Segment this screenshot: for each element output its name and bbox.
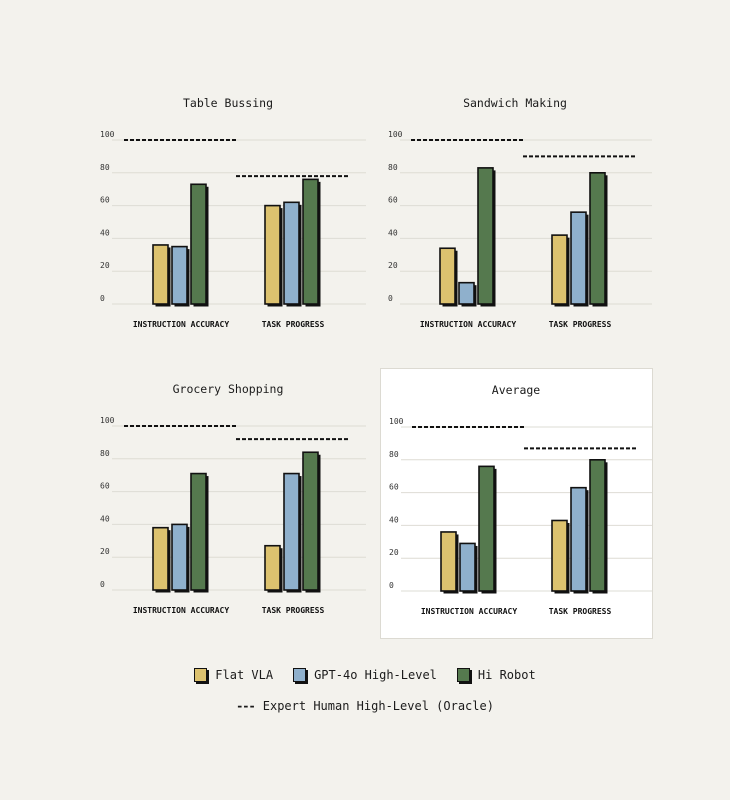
bar-gpt-4o-high-level-task-progress	[284, 474, 299, 590]
chart-panel-average	[380, 368, 653, 639]
bar-gpt-4o-high-level-task-progress	[571, 488, 586, 591]
gpt4o-swatch-icon	[293, 668, 306, 682]
y-tick-label: 80	[100, 448, 110, 458]
y-tick-label: 60	[388, 195, 398, 205]
y-tick-label: 100	[100, 416, 115, 425]
legend-label: Hi Robot	[477, 668, 536, 682]
bar-gpt-4o-high-level-task-progress	[284, 202, 299, 304]
bar-flat-vla-instruction-accuracy	[441, 532, 456, 591]
y-tick-label: 20	[388, 261, 398, 271]
bar-flat-vla-instruction-accuracy	[440, 248, 455, 304]
y-tick-label: 60	[100, 481, 110, 491]
y-tick-label: 0	[100, 580, 105, 589]
chart-panel-table-bussing	[88, 82, 366, 342]
bar-gpt-4o-high-level-task-progress	[571, 212, 586, 304]
x-category-label: INSTRUCTION ACCURACY	[419, 320, 517, 329]
chart-panel-grocery-shopping	[88, 368, 366, 630]
bar-flat-vla-task-progress	[552, 520, 567, 591]
hi-robot-swatch-icon	[457, 668, 470, 682]
y-tick-label: 0	[388, 294, 393, 303]
legend-item-hi-robot	[457, 668, 536, 682]
x-category-label: TASK PROGRESS	[548, 607, 612, 616]
bar-hi-robot-instruction-accuracy	[479, 466, 494, 591]
bar-hi-robot-task-progress	[303, 179, 318, 304]
y-tick-label: 20	[389, 548, 399, 558]
y-tick-label: 60	[389, 482, 399, 492]
legend-oracle-label: Expert Human High-Level (Oracle)	[262, 699, 494, 713]
y-tick-label: 100	[389, 417, 404, 426]
y-tick-label: 0	[100, 294, 105, 303]
bar-gpt-4o-high-level-instruction-accuracy	[460, 543, 475, 591]
legend	[0, 668, 730, 682]
y-tick-label: 80	[388, 162, 398, 172]
x-category-label: TASK PROGRESS	[261, 320, 325, 329]
legend-item-flat-vla	[194, 668, 273, 682]
y-tick-label: 40	[100, 228, 110, 238]
x-category-label: INSTRUCTION ACCURACY	[420, 607, 518, 616]
chart-svg	[376, 82, 652, 342]
bar-hi-robot-instruction-accuracy	[478, 168, 493, 304]
chart-title: Table Bussing	[182, 96, 274, 110]
bar-gpt-4o-high-level-instruction-accuracy	[459, 283, 474, 304]
bar-flat-vla-instruction-accuracy	[153, 528, 168, 590]
chart-title: Grocery Shopping	[172, 382, 284, 396]
chart-title: Average	[491, 383, 541, 397]
y-tick-label: 0	[389, 581, 394, 590]
bar-hi-robot-task-progress	[303, 452, 318, 590]
bar-flat-vla-instruction-accuracy	[153, 245, 168, 304]
chart-panel-sandwich-making	[376, 82, 652, 342]
bar-hi-robot-instruction-accuracy	[191, 474, 206, 590]
bar-gpt-4o-high-level-instruction-accuracy	[172, 247, 187, 304]
dashed-line-icon: ---	[236, 699, 255, 713]
bar-hi-robot-task-progress	[590, 173, 605, 304]
bar-hi-robot-instruction-accuracy	[191, 184, 206, 304]
y-tick-label: 100	[100, 130, 115, 139]
legend-label: GPT-4o High-Level	[314, 668, 437, 682]
x-category-label: TASK PROGRESS	[548, 320, 612, 329]
y-tick-label: 80	[389, 449, 399, 459]
chart-svg	[88, 368, 366, 630]
y-tick-label: 60	[100, 195, 110, 205]
x-category-label: INSTRUCTION ACCURACY	[132, 606, 230, 615]
flat-vla-swatch-icon	[194, 668, 207, 682]
y-tick-label: 40	[100, 514, 110, 524]
y-tick-label: 40	[389, 515, 399, 525]
y-tick-label: 100	[388, 130, 403, 139]
bar-flat-vla-task-progress	[265, 206, 280, 304]
y-tick-label: 20	[100, 261, 110, 271]
legend-oracle	[0, 699, 730, 713]
bar-flat-vla-task-progress	[265, 546, 280, 590]
chart-svg	[381, 369, 652, 638]
bar-flat-vla-task-progress	[552, 235, 567, 304]
bar-gpt-4o-high-level-instruction-accuracy	[172, 524, 187, 590]
legend-item-gpt4o	[293, 668, 437, 682]
chart-svg	[88, 82, 366, 342]
x-category-label: INSTRUCTION ACCURACY	[132, 320, 230, 329]
x-category-label: TASK PROGRESS	[261, 606, 325, 615]
bar-hi-robot-task-progress	[590, 460, 605, 591]
chart-title: Sandwich Making	[463, 96, 567, 110]
y-tick-label: 40	[388, 228, 398, 238]
y-tick-label: 20	[100, 547, 110, 557]
legend-label: Flat VLA	[215, 668, 274, 682]
y-tick-label: 80	[100, 162, 110, 172]
